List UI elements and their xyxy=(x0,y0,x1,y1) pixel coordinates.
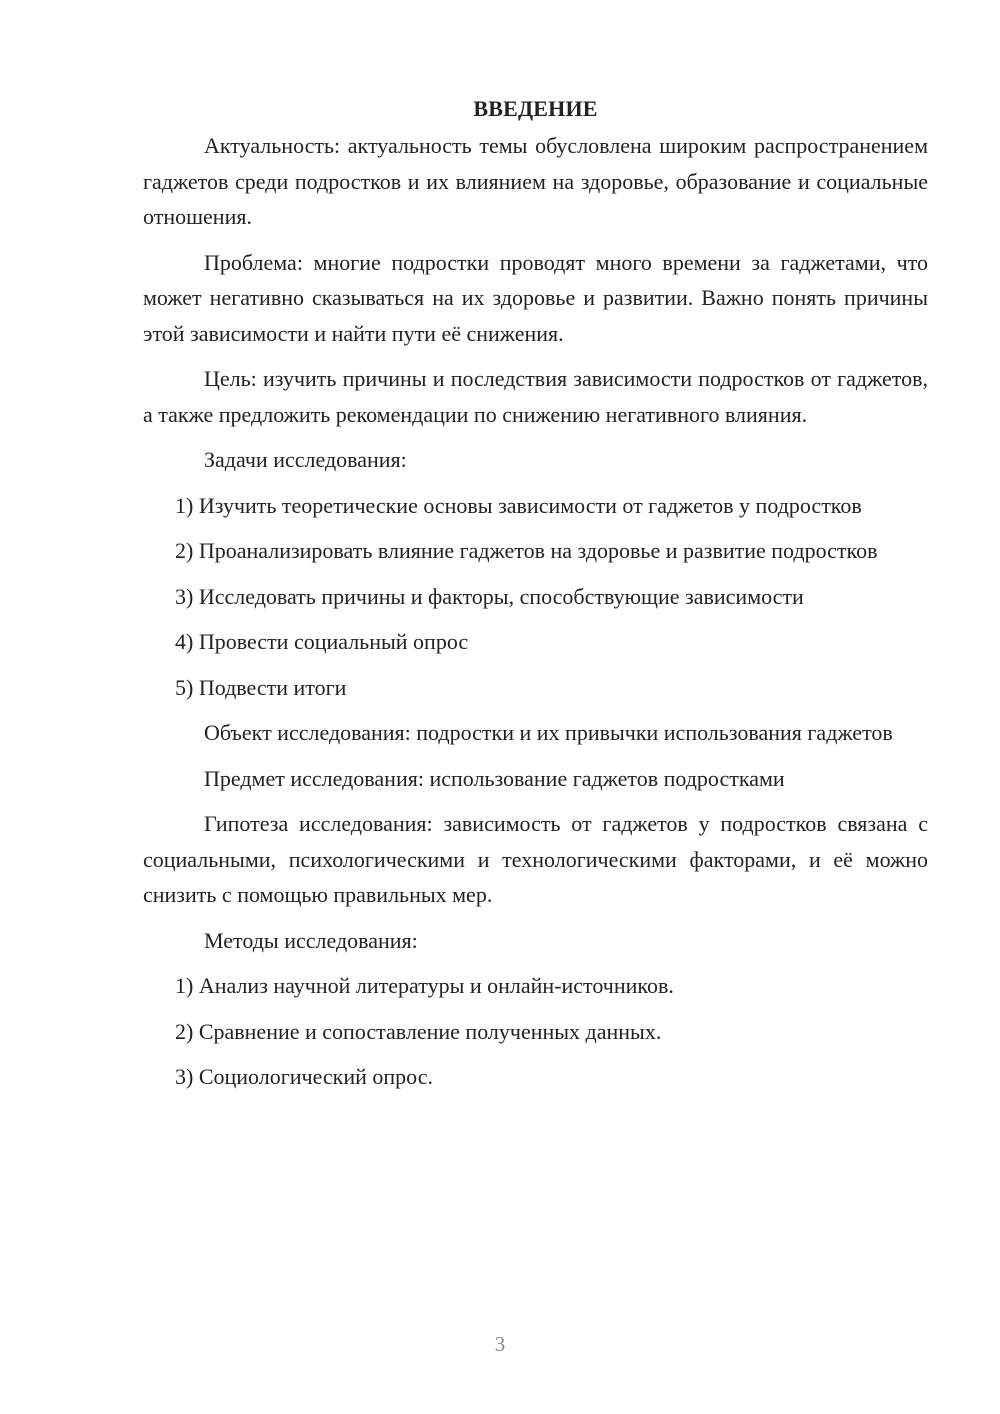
subject-paragraph: Предмет исследования: использование гаджетов подростками xyxy=(204,765,785,791)
methods-list xyxy=(143,968,928,1095)
list-item: 2) Сравнение и сопоставление полученных данных. xyxy=(175,1018,662,1044)
tasks-list xyxy=(143,488,928,706)
problem-paragraph: Проблема: многие подростки проводят много времени за гаджетами, что может негативно сказываться на их здоровье и развитии. Важно понять причины этой зависимости и найти пути её снижения. xyxy=(143,249,928,346)
hypothesis-paragraph: Гипотеза исследования: зависимость от гаджетов у подростков связана с социальными, психологическими и технологическими факторами, и её можно снизить с помощью правильных мер. xyxy=(143,811,928,907)
methods-heading: Методы исследования: xyxy=(204,927,418,953)
list-item: 4) Провести социальный опрос xyxy=(175,629,469,654)
section-title: ВВЕДЕНИЕ xyxy=(473,96,598,121)
list-item: 1) Изучить теоретические основы зависимости от гаджетов у подростков xyxy=(175,492,862,518)
relevance-paragraph: Актуальность: актуальность темы обусловлена широким распространением гаджетов среди подростков и их влиянием на здоровье, образование и социальные отношения. xyxy=(143,133,928,229)
list-item: 3) Исследовать причины и факторы, способствующие зависимости xyxy=(175,583,804,609)
tasks-heading: Задачи исследования: xyxy=(204,447,407,472)
list-item: 5) Подвести итоги xyxy=(175,674,347,700)
object-paragraph: Объект исследования: подростки и их привычки использования гаджетов xyxy=(204,720,893,745)
goal-paragraph: Цель: изучить причины и последствия зависимости подростков от гаджетов, а также предложить рекомендации по снижению негативного влияния. xyxy=(143,366,928,427)
list-item: 1) Анализ научной литературы и онлайн-источников. xyxy=(175,973,674,998)
page-number: 3 xyxy=(494,1332,506,1356)
list-item: 2) Проанализировать влияние гаджетов на здоровье и развитие подростков xyxy=(175,538,878,563)
list-item: 3) Социологический опрос. xyxy=(175,1064,433,1089)
document-page xyxy=(143,92,928,1105)
